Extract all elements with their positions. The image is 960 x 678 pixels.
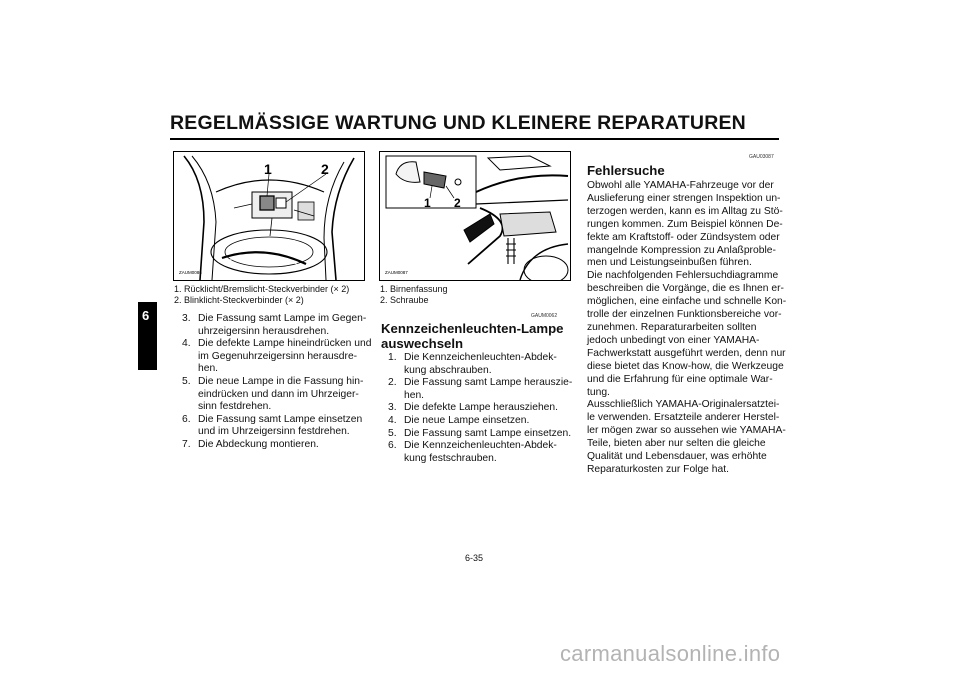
section-heading: Kennzeichenleuchten-Lampe auswechseln (381, 321, 564, 351)
callout-2: 2 (321, 161, 329, 177)
caption-item: 2. Schraube (380, 295, 429, 305)
steps-left (182, 313, 372, 452)
page-number: 6-35 (465, 553, 484, 563)
page-title: REGELMÄSSIGE WARTUNG UND KLEINERE REPARATUREN (170, 112, 746, 134)
callout-1: 1 (424, 196, 431, 210)
list-item: 5. Die neue Lampe in die Fassung hin- eindrücken und dann im Uhrzeiger- sinn festdrehen. (182, 375, 364, 413)
list-item: 2. Die Fassung samt Lampe herauszie- hen. (388, 377, 573, 401)
figure-code: ZAUM0086 (179, 270, 202, 275)
figure-license-drawing (380, 152, 570, 280)
list-item: 3. Die Fassung samt Lampe im Gegen- uhrzeigersinn herausdrehen. (182, 313, 367, 337)
callout-2: 2 (454, 196, 461, 210)
reference-code: GAU03087 (749, 154, 774, 160)
figure-caption-mid (380, 284, 448, 306)
figure-taillight-drawing (174, 152, 364, 280)
list-item: 6. Die Kennzeichenleuchten-Abdek- kung festschrauben. (388, 440, 557, 464)
figure-license-light (379, 151, 571, 281)
caption-item: 1. Rücklicht/Bremslicht-Steckverbinder (× 2) (174, 284, 350, 294)
steps-mid (388, 352, 578, 465)
figure-taillight-connectors (173, 151, 365, 281)
chapter-number: 6 (142, 308, 150, 323)
list-item: 7. Die Abdeckung montieren. (182, 438, 319, 450)
title-rule (170, 138, 779, 140)
figure-code: ZAUM0087 (385, 270, 408, 275)
list-item: 4. Die defekte Lampe hineindrücken und im Gegenuhrzeigersinn herausdre- hen. (182, 338, 372, 375)
section-heading: Fehlersuche (587, 163, 665, 178)
list-item: 1. Die Kennzeichenleuchten-Abdek- kung abschrauben. (388, 352, 557, 376)
caption-item: 2. Blinklicht-Steckverbinder (× 2) (174, 295, 304, 305)
troubleshooting-text: Obwohl alle YAMAHA-Fahrzeuge vor der Auslieferung einer strengen Inspektion un- terzogen werden, kann es im Alltag zu Stö- rungen kommen. Zum Beispiel können De- fekte am Kraftstoff- oder Zündsystem oder mangelnde Kompression zu Anlaßproble- men und Leistungseinbußen führen. Die nachfolgenden Fehlersuchdiagramme beschreiben die Vorgänge, die es Ihnen er- möglichen, eine einfache und schnelle Kon- trolle der einzelnen Funktionsbereiche vor- zunehmen. Reparaturarbeiten sollten jedoch unbedingt von einer YAMAHA- Fachwerkstatt ausgeführt werden, denn nur diese bietet das Know-how, die Werkzeuge und die Erfahrung für eine optimale War- tung. Ausschließlich YAMAHA-Originalersatztei- le verwenden. Ersatzteile anderer Herstel- ler mögen zwar so aussehen wie YAMAHA- Teile, bieten aber nur selten die gleiche Qualität und Lebensdauer, was erhöhte Reparaturkosten zur Folge hat. (587, 180, 787, 475)
callout-1: 1 (264, 161, 272, 177)
figure-caption-left (174, 284, 349, 306)
caption-item: 1. Birnenfassung (380, 284, 448, 294)
reference-code: GAUM0062 (531, 313, 558, 319)
list-item: 4. Die neue Lampe einsetzen. (388, 414, 530, 426)
list-item: 3. Die defekte Lampe herausziehen. (388, 402, 558, 414)
watermark: carmanualsonline.info (560, 641, 781, 666)
list-item: 5. Die Fassung samt Lampe einsetzen. (388, 427, 572, 439)
list-item: 6. Die Fassung samt Lampe einsetzen und im Uhrzeigersinn festdrehen. (182, 413, 363, 438)
